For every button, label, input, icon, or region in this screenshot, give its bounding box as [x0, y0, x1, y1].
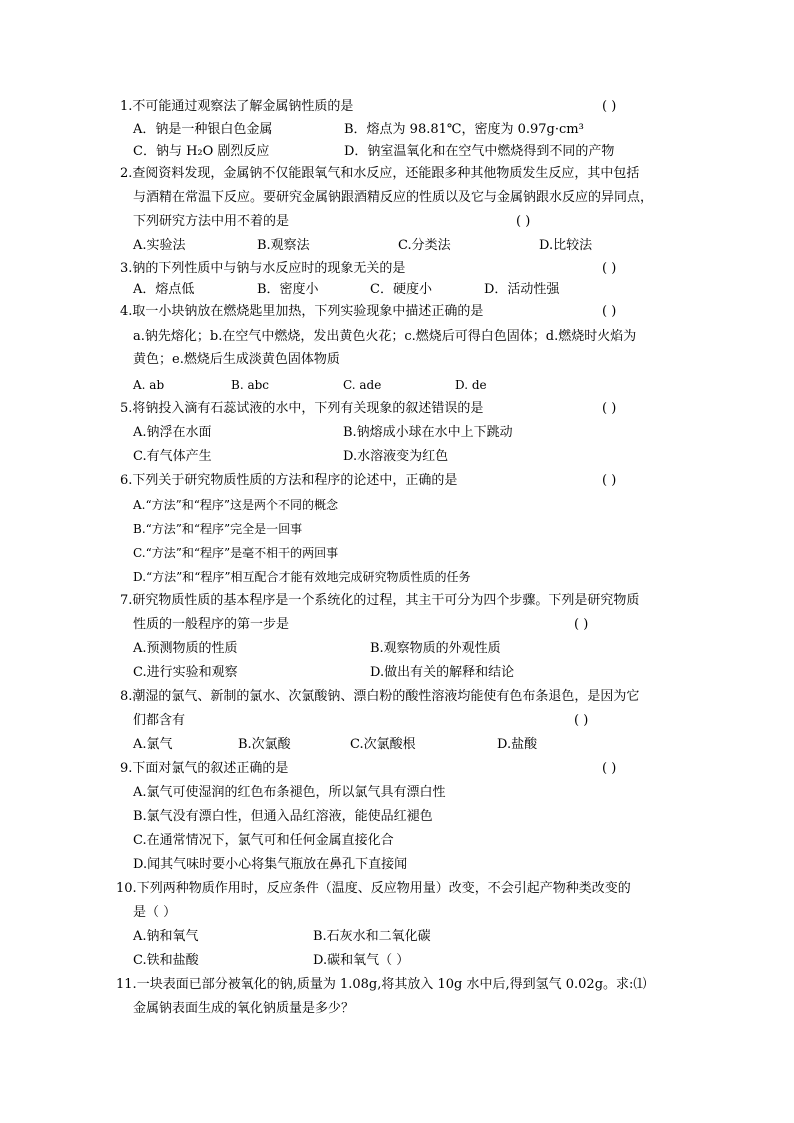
option-c: C.次氯酸根: [350, 737, 416, 752]
question-8-options-row: [0, 733, 794, 757]
question-5-options-row: [0, 445, 794, 469]
question-2-stem-line: 与酒精在常温下反应。要研究金属钠跟酒精反应的性质以及它与金属钠跟水反应的异同点，: [133, 190, 654, 205]
option-c: C．钠与 H₂O 剧烈反应: [133, 144, 270, 159]
question-6-option: [0, 541, 794, 565]
option-d: D.闻其气味时要小心将集气瓶放在鼻孔下直接闻: [133, 857, 408, 872]
question-3-stem: 3.钠的下列性质中与钠与水反应时的现象无关的是 ( ): [0, 257, 794, 281]
question-5-options-row: [0, 421, 794, 445]
option-d: D.水溶液变为红色: [343, 449, 449, 464]
question-9-option: [0, 829, 794, 853]
option-a: A.实验法: [133, 238, 186, 253]
question-7-stem: 7.研究物质性质的基本程序是一个系统化的过程，其主干可分为四个步骤。下列是研究物质: [120, 593, 640, 608]
question-4-stem-line: a.钠先熔化；b.在空气中燃烧，发出黄色火花；c.燃烧后可得白色固体；d.燃烧时火焰为: [133, 329, 637, 344]
question-10-options-row: [0, 949, 794, 973]
option-d: D.碳和氧气（ ）: [313, 953, 410, 968]
option-d: D.“方法”和“程序”相互配合才能有效地完成研究物质性质的任务: [133, 570, 471, 584]
option-a: A．熔点低: [133, 282, 195, 297]
question-2-stem-line: 下列研究方法中用不着的是 ( ): [0, 210, 794, 234]
option-a: A.氯气: [133, 737, 173, 752]
question-1-options-row: [0, 118, 794, 142]
option-d: D．钠室温氧化和在空气中燃烧得到不同的产物: [344, 144, 615, 159]
option-a: A. ab: [133, 378, 165, 392]
option-c: C.“方法”和“程序”是毫不相干的两回事: [133, 546, 339, 560]
question-11-stem-line: 金属钠表面生成的氧化钠质量是多少？: [133, 1001, 355, 1016]
question-7-options-row: [0, 661, 794, 685]
option-b: B.氯气没有漂白性，但通入品红溶液，能使品红褪色: [133, 809, 433, 824]
answer-bracket: ( ): [574, 617, 589, 632]
option-a: A.钠和氧气: [133, 929, 199, 944]
option-d: D.盐酸: [497, 737, 538, 752]
question-4-options-row: [0, 373, 794, 397]
option-b: B．密度小: [257, 282, 319, 297]
question-5-stem: 5.将钠投入滴有石蕊试液的水中，下列有关现象的叙述错误的是 ( ): [0, 397, 794, 421]
question-4-stem: 4.取一小块钠放在燃烧匙里加热，下列实验现象中描述正确的是 ( ): [0, 300, 794, 324]
option-d: D.比较法: [539, 238, 593, 253]
option-a: A.预测物质的性质: [133, 641, 238, 656]
question-1-stem: 1.不可能通过观察法了解金属钠性质的是 ( ): [0, 95, 794, 119]
question-4-stem-line: 黄色；e.燃烧后生成淡黄色固体物质: [133, 352, 340, 367]
question-10-options-row: [0, 925, 794, 949]
question-10-stem-line: 是（ ）: [133, 905, 177, 920]
option-c: C.铁和盐酸: [133, 953, 199, 968]
option-a: A.氯气可使湿润的红色布条褪色，所以氯气具有漂白性: [133, 785, 446, 800]
question-6-stem: 6.下列关于研究物质性质的方法和程序的论述中，正确的是 ( ): [0, 469, 794, 493]
option-d: D.做出有关的解释和结论: [370, 665, 515, 680]
option-b: B.次氯酸: [238, 737, 291, 752]
answer-bracket: ( ): [602, 401, 617, 416]
question-11-stem: 11.一块表面已部分被氧化的钠,质量为 1.08g,将其放入 10g 水中后,得到氢气 0.02g。求:⑴: [116, 977, 647, 992]
question-9-option: [0, 805, 794, 829]
question-6-option: [0, 493, 794, 517]
answer-bracket: ( ): [602, 761, 617, 776]
option-c: C．硬度小: [370, 282, 432, 297]
question-8-stem-line: 们都含有 ( ): [0, 709, 794, 733]
answer-bracket: ( ): [602, 473, 617, 488]
option-b: B. abc: [231, 378, 270, 392]
option-b: B.观察法: [257, 238, 310, 253]
question-1-options-row: [0, 140, 794, 164]
answer-bracket: ( ): [574, 713, 589, 728]
option-c: C. ade: [343, 378, 382, 392]
question-7-options-row: [0, 637, 794, 661]
answer-bracket: ( ): [602, 261, 617, 276]
question-9-option: [0, 853, 794, 877]
question-10-stem: 10.下列两种物质作用时，反应条件（温度、反应物用量）改变，不会引起产物种类改变的: [116, 881, 631, 896]
question-2-stem: 2.查阅资料发现，金属钠不仅能跟氧气和水反应，还能跟多种其他物质发生反应，其中包括: [120, 166, 640, 181]
option-c: C.进行实验和观察: [133, 665, 238, 680]
option-a: A.“方法”和“程序”这是两个不同的概念: [133, 498, 339, 512]
option-b: B.石灰水和二氧化碳: [313, 929, 431, 944]
option-a: A．钠是一种银白色金属: [133, 122, 273, 137]
option-b: B.钠熔成小球在水中上下跳动: [343, 425, 513, 440]
option-d: D. de: [455, 378, 487, 392]
option-c: C.在通常情况下，氯气可和任何金属直接化合: [133, 833, 394, 848]
option-c: C.有气体产生: [133, 449, 212, 464]
answer-bracket: ( ): [602, 304, 617, 319]
option-c: C.分类法: [398, 238, 451, 253]
question-7-stem-line: 性质的一般程序的第一步是 ( ): [0, 613, 794, 637]
option-d: D．活动性强: [484, 282, 560, 297]
question-2-options-row: [0, 234, 794, 258]
question-8-stem: 8.潮湿的氯气、新制的氯水、次氯酸钠、漂白粉的酸性溶液均能使有色布条退色，是因为它: [120, 689, 640, 704]
question-6-option: [0, 517, 794, 541]
option-a: A.钠浮在水面: [133, 425, 212, 440]
question-9-option: [0, 781, 794, 805]
option-b: B.“方法”和“程序”完全是一回事: [133, 522, 303, 536]
question-3-options-row: [0, 278, 794, 302]
option-b: B．熔点为 98.81℃，密度为 0.97g·cm³: [344, 122, 584, 137]
option-b: B.观察物质的外观性质: [370, 641, 501, 656]
answer-bracket: ( ): [516, 214, 531, 229]
answer-bracket: ( ): [602, 99, 617, 114]
question-6-option: [0, 565, 794, 589]
question-9-stem: 9.下面对氯气的叙述正确的是 ( ): [0, 757, 794, 781]
